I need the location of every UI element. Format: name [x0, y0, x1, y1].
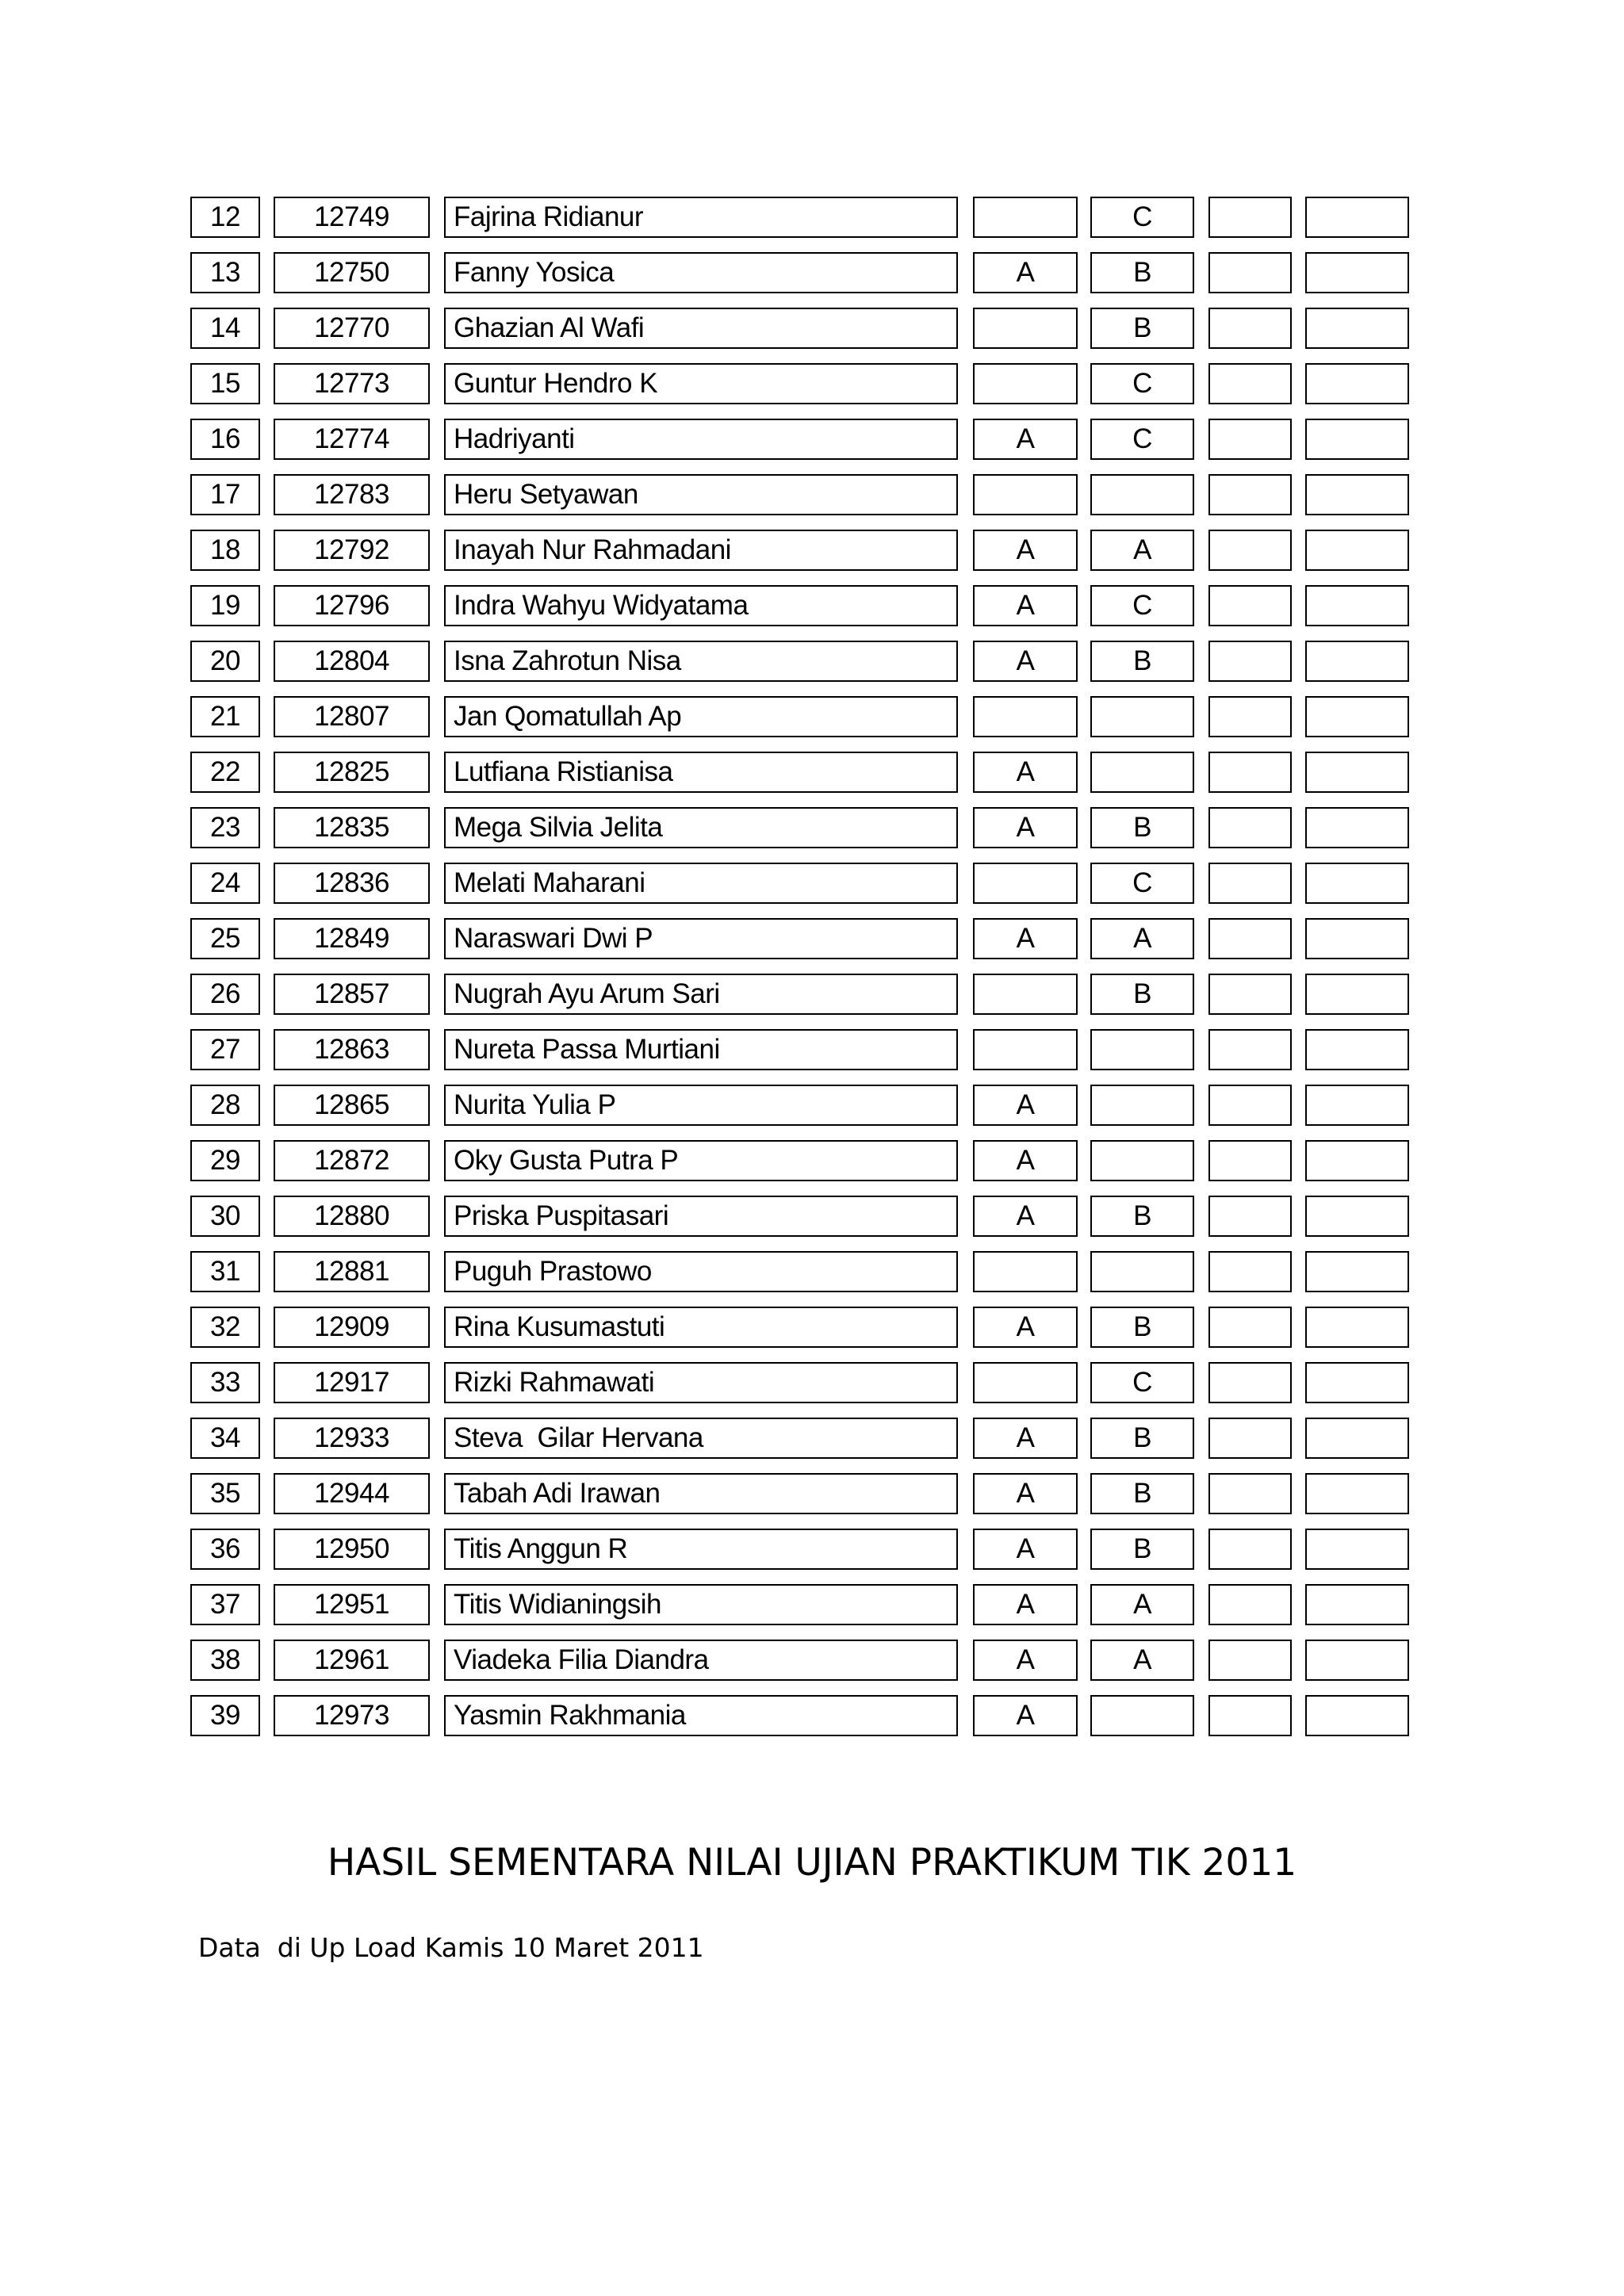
grade-column-1-cell: A — [973, 1584, 1078, 1625]
grade-column-3-cell — [1208, 308, 1292, 349]
student-name-cell: Fajrina Ridianur — [444, 197, 958, 238]
grade-column-2-cell: C — [1090, 585, 1194, 626]
student-id-cell: 12774 — [274, 419, 430, 460]
table-row — [0, 918, 1624, 962]
grade-column-1-cell — [973, 197, 1078, 238]
student-id-cell: 12880 — [274, 1196, 430, 1237]
row-number-cell: 32 — [190, 1307, 260, 1348]
row-number-cell: 39 — [190, 1695, 260, 1736]
grade-column-2-cell: B — [1090, 641, 1194, 682]
grade-column-4-cell — [1305, 863, 1409, 904]
grade-column-3-cell — [1208, 974, 1292, 1015]
table-row — [0, 197, 1624, 241]
student-id-cell: 12961 — [274, 1640, 430, 1681]
grade-column-4-cell — [1305, 1584, 1409, 1625]
table-row — [0, 641, 1624, 685]
grade-column-2-cell — [1090, 696, 1194, 737]
grade-column-1-cell: A — [973, 1695, 1078, 1736]
grade-column-1-cell: A — [973, 252, 1078, 293]
row-number-cell: 20 — [190, 641, 260, 682]
grade-column-3-cell — [1208, 696, 1292, 737]
grade-column-3-cell — [1208, 363, 1292, 404]
student-name-cell: Hadriyanti — [444, 419, 958, 460]
grade-column-3-cell — [1208, 1085, 1292, 1126]
grade-column-3-cell — [1208, 1695, 1292, 1736]
grade-column-2-cell: B — [1090, 1307, 1194, 1348]
table-row — [0, 974, 1624, 1018]
grade-column-2-cell: C — [1090, 197, 1194, 238]
student-id-cell: 12951 — [274, 1584, 430, 1625]
row-number-cell: 29 — [190, 1140, 260, 1181]
grade-column-2-cell: B — [1090, 252, 1194, 293]
student-id-cell: 12770 — [274, 308, 430, 349]
grade-column-4-cell — [1305, 419, 1409, 460]
grade-column-4-cell — [1305, 696, 1409, 737]
grade-column-4-cell — [1305, 807, 1409, 848]
grade-column-3-cell — [1208, 1140, 1292, 1181]
grade-column-3-cell — [1208, 419, 1292, 460]
student-name-cell: Fanny Yosica — [444, 252, 958, 293]
row-number-cell: 36 — [190, 1529, 260, 1570]
grade-column-2-cell: A — [1090, 1640, 1194, 1681]
table-row — [0, 363, 1624, 408]
grade-column-2-cell — [1090, 752, 1194, 793]
grade-column-3-cell — [1208, 1640, 1292, 1681]
table-row — [0, 1695, 1624, 1739]
table-row — [0, 752, 1624, 796]
row-number-cell: 25 — [190, 918, 260, 959]
student-name-cell: Naraswari Dwi P — [444, 918, 958, 959]
row-number-cell: 28 — [190, 1085, 260, 1126]
grade-column-2-cell: C — [1090, 1362, 1194, 1403]
grade-column-1-cell: A — [973, 585, 1078, 626]
grade-column-4-cell — [1305, 974, 1409, 1015]
row-number-cell: 12 — [190, 197, 260, 238]
grade-column-4-cell — [1305, 1085, 1409, 1126]
table-row — [0, 1584, 1624, 1628]
student-id-cell: 12909 — [274, 1307, 430, 1348]
grade-column-2-cell: B — [1090, 807, 1194, 848]
row-number-cell: 38 — [190, 1640, 260, 1681]
table-row — [0, 308, 1624, 352]
row-number-cell: 24 — [190, 863, 260, 904]
grade-column-4-cell — [1305, 585, 1409, 626]
table-row — [0, 1140, 1624, 1184]
row-number-cell: 15 — [190, 363, 260, 404]
student-name-cell: Nurita Yulia P — [444, 1085, 958, 1126]
grade-column-1-cell: A — [973, 530, 1078, 571]
student-name-cell: Nugrah Ayu Arum Sari — [444, 974, 958, 1015]
grade-column-2-cell: B — [1090, 1473, 1194, 1514]
grade-column-1-cell — [973, 363, 1078, 404]
student-name-cell: Inayah Nur Rahmadani — [444, 530, 958, 571]
row-number-cell: 35 — [190, 1473, 260, 1514]
table-row — [0, 807, 1624, 851]
row-number-cell: 16 — [190, 419, 260, 460]
grade-column-4-cell — [1305, 197, 1409, 238]
student-id-cell: 12917 — [274, 1362, 430, 1403]
student-name-cell: Priska Puspitasari — [444, 1196, 958, 1237]
grade-column-4-cell — [1305, 363, 1409, 404]
grade-column-2-cell: C — [1090, 363, 1194, 404]
table-row — [0, 1251, 1624, 1295]
grade-column-4-cell — [1305, 1418, 1409, 1459]
student-name-cell: Oky Gusta Putra P — [444, 1140, 958, 1181]
student-name-cell: Puguh Prastowo — [444, 1251, 958, 1292]
student-name-cell: Titis Anggun R — [444, 1529, 958, 1570]
row-number-cell: 19 — [190, 585, 260, 626]
student-name-cell: Melati Maharani — [444, 863, 958, 904]
grade-column-3-cell — [1208, 1529, 1292, 1570]
grade-column-3-cell — [1208, 1362, 1292, 1403]
student-name-cell: Heru Setyawan — [444, 474, 958, 515]
student-id-cell: 12944 — [274, 1473, 430, 1514]
grade-column-3-cell — [1208, 474, 1292, 515]
table-row — [0, 530, 1624, 574]
table-row — [0, 1085, 1624, 1129]
grade-column-4-cell — [1305, 1140, 1409, 1181]
grade-column-3-cell — [1208, 1418, 1292, 1459]
student-id-cell: 12807 — [274, 696, 430, 737]
grade-column-1-cell — [973, 696, 1078, 737]
table-row — [0, 1418, 1624, 1462]
row-number-cell: 37 — [190, 1584, 260, 1625]
grade-column-1-cell: A — [973, 752, 1078, 793]
grade-column-2-cell: B — [1090, 1529, 1194, 1570]
row-number-cell: 31 — [190, 1251, 260, 1292]
grade-column-3-cell — [1208, 1251, 1292, 1292]
grade-column-4-cell — [1305, 1029, 1409, 1070]
grade-column-4-cell — [1305, 1640, 1409, 1681]
grade-column-4-cell — [1305, 1251, 1409, 1292]
student-id-cell: 12863 — [274, 1029, 430, 1070]
grade-column-3-cell — [1208, 530, 1292, 571]
student-id-cell: 12750 — [274, 252, 430, 293]
student-name-cell: Lutfiana Ristianisa — [444, 752, 958, 793]
student-name-cell: Yasmin Rakhmania — [444, 1695, 958, 1736]
table-row — [0, 1307, 1624, 1351]
grade-column-1-cell: A — [973, 1529, 1078, 1570]
grade-column-4-cell — [1305, 1473, 1409, 1514]
table-row — [0, 863, 1624, 907]
grade-column-2-cell: C — [1090, 863, 1194, 904]
grade-column-4-cell — [1305, 752, 1409, 793]
grade-column-3-cell — [1208, 585, 1292, 626]
grade-column-3-cell — [1208, 1307, 1292, 1348]
row-number-cell: 21 — [190, 696, 260, 737]
table-row — [0, 1362, 1624, 1406]
student-id-cell: 12825 — [274, 752, 430, 793]
row-number-cell: 30 — [190, 1196, 260, 1237]
grade-column-1-cell — [973, 308, 1078, 349]
grade-column-2-cell: B — [1090, 1418, 1194, 1459]
grade-column-3-cell — [1208, 197, 1292, 238]
table-row — [0, 252, 1624, 297]
grade-column-4-cell — [1305, 1695, 1409, 1736]
student-id-cell: 12783 — [274, 474, 430, 515]
row-number-cell: 18 — [190, 530, 260, 571]
grade-column-4-cell — [1305, 474, 1409, 515]
grade-column-4-cell — [1305, 1362, 1409, 1403]
student-name-cell: Isna Zahrotun Nisa — [444, 641, 958, 682]
grade-column-4-cell — [1305, 641, 1409, 682]
student-name-cell: Viadeka Filia Diandra — [444, 1640, 958, 1681]
grade-column-2-cell — [1090, 1029, 1194, 1070]
student-id-cell: 12950 — [274, 1529, 430, 1570]
grade-column-2-cell: A — [1090, 1584, 1194, 1625]
row-number-cell: 33 — [190, 1362, 260, 1403]
grade-column-1-cell — [973, 974, 1078, 1015]
grade-column-4-cell — [1305, 530, 1409, 571]
student-id-cell: 12804 — [274, 641, 430, 682]
grade-column-2-cell — [1090, 1251, 1194, 1292]
student-name-cell: Indra Wahyu Widyatama — [444, 585, 958, 626]
grade-column-1-cell — [973, 1362, 1078, 1403]
grade-column-1-cell: A — [973, 1307, 1078, 1348]
document-title: HASIL SEMENTARA NILAI UJIAN PRAKTIKUM TIK 2011 — [327, 1841, 1297, 1885]
grade-column-2-cell — [1090, 474, 1194, 515]
student-id-cell: 12881 — [274, 1251, 430, 1292]
row-number-cell: 34 — [190, 1418, 260, 1459]
student-id-cell: 12973 — [274, 1695, 430, 1736]
student-name-cell: Ghazian Al Wafi — [444, 308, 958, 349]
grade-column-1-cell: A — [973, 1640, 1078, 1681]
student-id-cell: 12796 — [274, 585, 430, 626]
grade-column-3-cell — [1208, 918, 1292, 959]
grade-column-3-cell — [1208, 1473, 1292, 1514]
student-id-cell: 12872 — [274, 1140, 430, 1181]
table-row — [0, 474, 1624, 519]
grade-column-3-cell — [1208, 807, 1292, 848]
student-id-cell: 12933 — [274, 1418, 430, 1459]
grade-column-2-cell: B — [1090, 308, 1194, 349]
row-number-cell: 14 — [190, 308, 260, 349]
grade-column-2-cell: A — [1090, 918, 1194, 959]
table-row — [0, 1029, 1624, 1073]
student-name-cell: Titis Widianingsih — [444, 1584, 958, 1625]
student-name-cell: Steva Gilar Hervana — [444, 1418, 958, 1459]
grade-column-2-cell — [1090, 1695, 1194, 1736]
grade-column-2-cell: C — [1090, 419, 1194, 460]
table-row — [0, 1529, 1624, 1573]
grade-column-1-cell: A — [973, 807, 1078, 848]
grade-column-3-cell — [1208, 752, 1292, 793]
grade-column-2-cell: B — [1090, 1196, 1194, 1237]
student-id-cell: 12857 — [274, 974, 430, 1015]
student-name-cell: Guntur Hendro K — [444, 363, 958, 404]
grade-column-3-cell — [1208, 863, 1292, 904]
grade-column-2-cell: B — [1090, 974, 1194, 1015]
student-id-cell: 12792 — [274, 530, 430, 571]
grade-column-2-cell — [1090, 1085, 1194, 1126]
grade-column-1-cell: A — [973, 1085, 1078, 1126]
grade-column-4-cell — [1305, 252, 1409, 293]
student-id-cell: 12836 — [274, 863, 430, 904]
student-name-cell: Nureta Passa Murtiani — [444, 1029, 958, 1070]
grade-column-4-cell — [1305, 918, 1409, 959]
grade-column-1-cell — [973, 1029, 1078, 1070]
grade-column-1-cell: A — [973, 1473, 1078, 1514]
row-number-cell: 22 — [190, 752, 260, 793]
student-name-cell: Mega Silvia Jelita — [444, 807, 958, 848]
grade-column-1-cell: A — [973, 1196, 1078, 1237]
grade-column-1-cell: A — [973, 419, 1078, 460]
grade-column-3-cell — [1208, 641, 1292, 682]
student-id-cell: 12749 — [274, 197, 430, 238]
grade-column-1-cell: A — [973, 918, 1078, 959]
grade-column-2-cell — [1090, 1140, 1194, 1181]
grade-column-4-cell — [1305, 308, 1409, 349]
grade-column-3-cell — [1208, 1029, 1292, 1070]
student-name-cell: Rizki Rahmawati — [444, 1362, 958, 1403]
student-name-cell: Tabah Adi Irawan — [444, 1473, 958, 1514]
student-name-cell: Rina Kusumastuti — [444, 1307, 958, 1348]
grade-column-3-cell — [1208, 1584, 1292, 1625]
grade-column-3-cell — [1208, 1196, 1292, 1237]
table-row — [0, 696, 1624, 740]
student-name-cell: Jan Qomatullah Ap — [444, 696, 958, 737]
grade-column-4-cell — [1305, 1307, 1409, 1348]
row-number-cell: 27 — [190, 1029, 260, 1070]
grade-column-1-cell — [973, 474, 1078, 515]
student-id-cell: 12773 — [274, 363, 430, 404]
row-number-cell: 23 — [190, 807, 260, 848]
grade-column-1-cell — [973, 1251, 1078, 1292]
grade-column-4-cell — [1305, 1529, 1409, 1570]
upload-date-note: Data di Up Load Kamis 10 Maret 2011 — [198, 1932, 704, 1963]
grade-column-4-cell — [1305, 1196, 1409, 1237]
grade-column-2-cell: A — [1090, 530, 1194, 571]
grade-column-1-cell — [973, 863, 1078, 904]
student-id-cell: 12865 — [274, 1085, 430, 1126]
grade-column-1-cell: A — [973, 1418, 1078, 1459]
grade-column-3-cell — [1208, 252, 1292, 293]
table-row — [0, 585, 1624, 629]
grade-column-1-cell: A — [973, 641, 1078, 682]
row-number-cell: 17 — [190, 474, 260, 515]
table-row — [0, 1640, 1624, 1684]
student-id-cell: 12849 — [274, 918, 430, 959]
row-number-cell: 13 — [190, 252, 260, 293]
row-number-cell: 26 — [190, 974, 260, 1015]
table-row — [0, 419, 1624, 463]
grade-column-1-cell: A — [973, 1140, 1078, 1181]
table-row — [0, 1196, 1624, 1240]
table-row — [0, 1473, 1624, 1517]
student-id-cell: 12835 — [274, 807, 430, 848]
